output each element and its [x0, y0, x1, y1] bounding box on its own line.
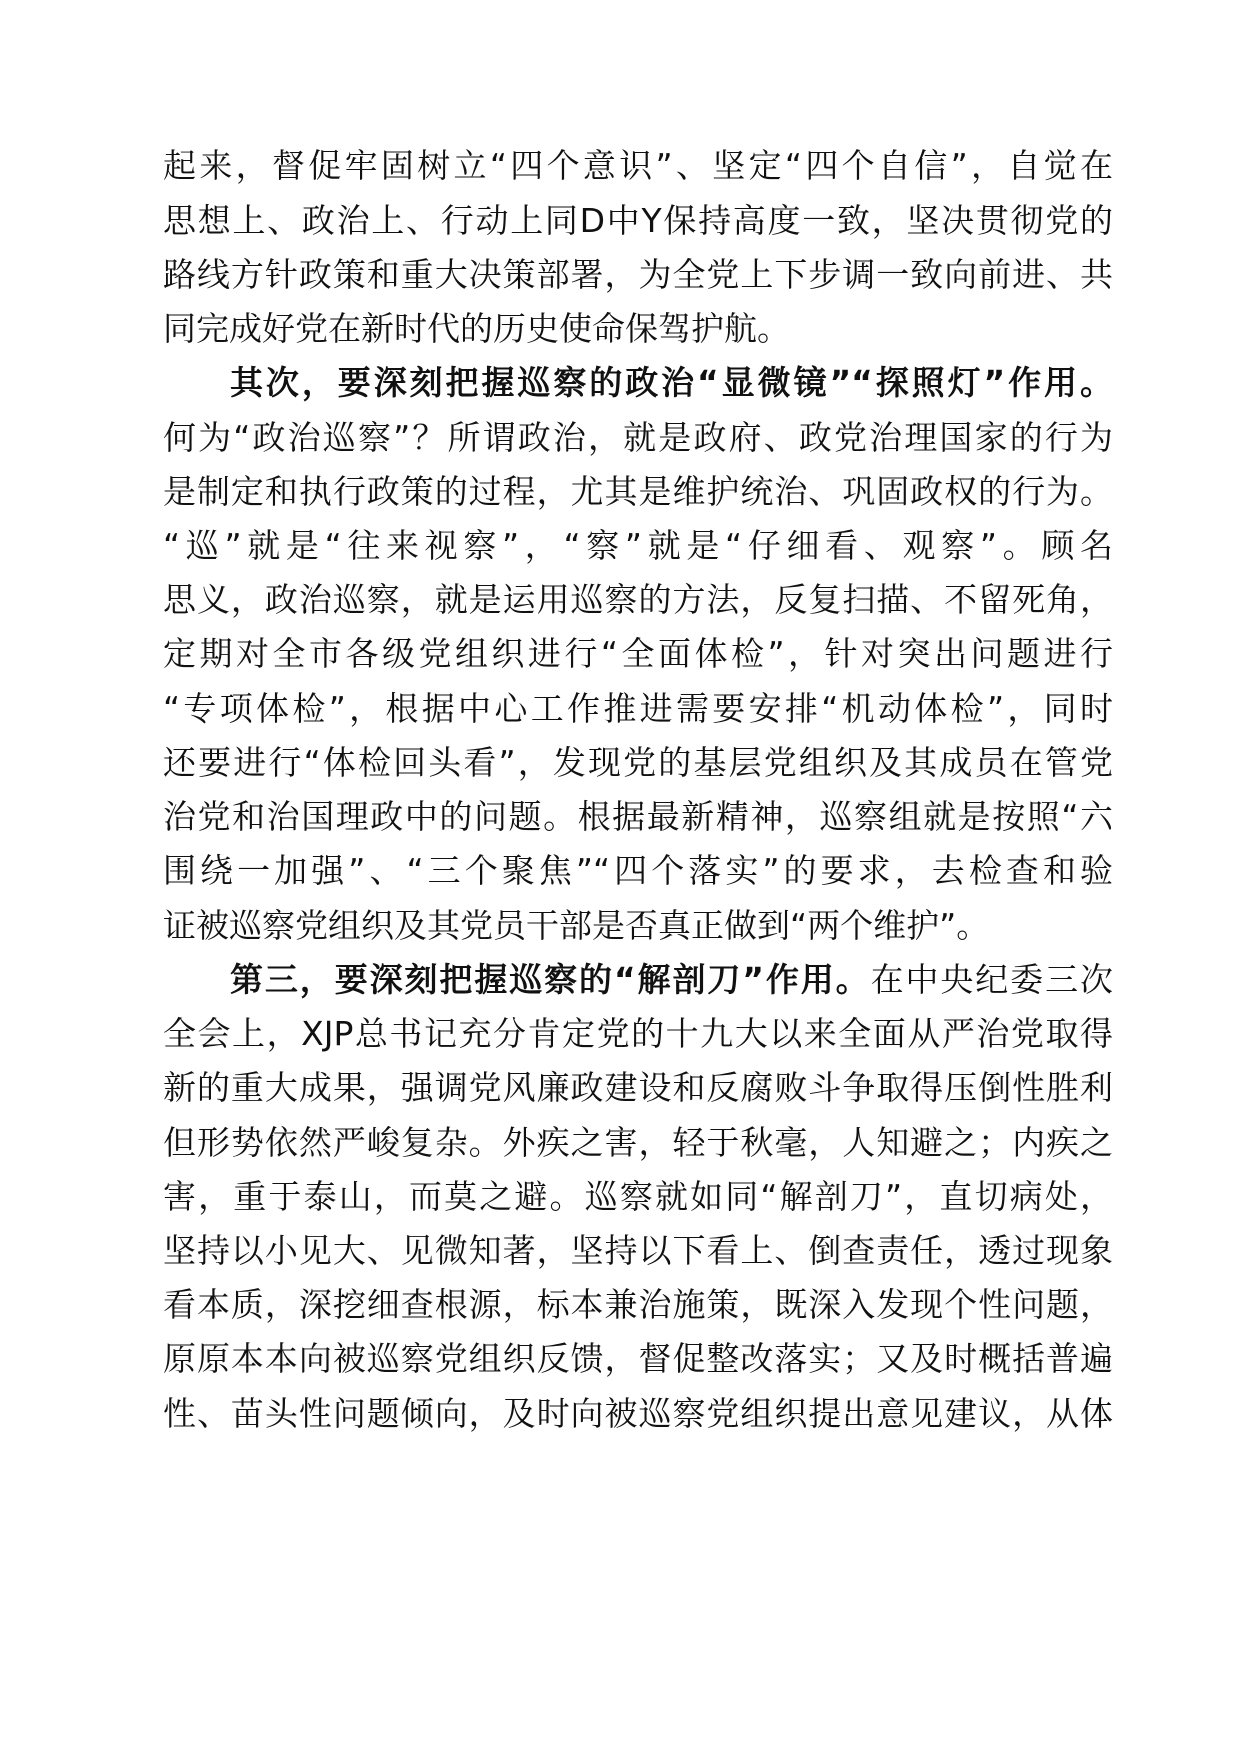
line-text: 同完成好党在新时代的历史使命保驾护航。 [163, 309, 790, 348]
text-line [163, 1004, 1113, 1064]
line-text: 但形势依然严峻复杂。外疾之害，轻于秋毫，人知避之；内疾之 [163, 1123, 1113, 1162]
line-text: 是制定和执行政策的过程，尤其是维护统治、巩固政权的行为。 [163, 472, 1113, 511]
section-heading: 其次，要深刻把握巡察的政治“显微镜”“探照灯”作用。 [230, 363, 1113, 402]
line-text: 看本质，深挖细查根源，标本兼治施策，既深入发现个性问题， [163, 1285, 1113, 1324]
line-text: 思想上、政治上、行动上同D中Y保持高度一致，坚决贯彻党的 [163, 201, 1113, 240]
section-heading-line [230, 353, 1113, 413]
text-line [163, 299, 1113, 359]
line-text: 还要进行“体检回头看”，发现党的基层党组织及其成员在管党 [163, 743, 1113, 782]
text-line [163, 841, 1113, 901]
line-text: 新的重大成果，强调党风廉政建设和反腐败斗争取得压倒性胜利 [163, 1068, 1113, 1107]
line-text: 治党和治国理政中的问题。根据最新精神，巡察组就是按照“六 [163, 797, 1113, 836]
text-line [163, 1058, 1113, 1118]
section-heading: 第三，要深刻把握巡察的“解剖刀”作用。 [230, 960, 871, 999]
text-line [163, 1113, 1113, 1173]
line-text: “专项体检”，根据中心工作推进需要安排“机动体检”，同时 [163, 689, 1113, 728]
text-line [163, 1329, 1113, 1389]
text-line [163, 516, 1113, 576]
line-text: “巡”就是“往来视察”，“察”就是“仔细看、观察”。顾名 [163, 526, 1113, 565]
text-line [163, 462, 1113, 522]
line-text: 害，重于泰山，而莫之避。巡察就如同“解剖刀”，直切病处， [163, 1177, 1113, 1216]
text-line [163, 733, 1113, 793]
text-line [163, 896, 1113, 956]
line-text: 证被巡察党组织及其党员干部是否真正做到“两个维护”。 [163, 906, 990, 945]
text-line [163, 1384, 1113, 1444]
line-text: 何为“政治巡察”？所谓政治，就是政府、政党治理国家的行为 [163, 418, 1113, 457]
line-text: 起来，督促牢固树立“四个意识”、坚定“四个自信”，自觉在 [163, 146, 1113, 185]
line-text: 思义，政治巡察，就是运用巡察的方法，反复扫描、不留死角， [163, 580, 1113, 619]
line-text: 坚持以小见大、见微知著，坚持以下看上、倒查责任，透过现象 [163, 1231, 1113, 1270]
text-line [163, 1167, 1113, 1227]
text-line [163, 624, 1113, 684]
text-line [163, 136, 1113, 196]
text-line [163, 787, 1113, 847]
text-line [163, 1275, 1113, 1335]
line-text: 全会上，XJP总书记充分肯定党的十九大以来全面从严治党取得 [163, 1014, 1113, 1053]
line-text: 原原本本向被巡察党组织反馈，督促整改落实；又及时概括普遍 [163, 1339, 1113, 1378]
text-line [163, 408, 1113, 468]
line-text: 在中央纪委三次 [870, 960, 1113, 999]
text-line [163, 245, 1113, 305]
text-line [163, 1221, 1113, 1281]
line-text: 路线方针政策和重大决策部署，为全党上下步调一致向前进、共 [163, 255, 1113, 294]
line-text: 定期对全市各级党组织进行“全面体检”，针对突出问题进行 [163, 634, 1113, 673]
text-line [163, 191, 1113, 251]
line-text: 围绕一加强”、“三个聚焦”“四个落实”的要求，去检查和验 [163, 851, 1113, 890]
text-line [163, 570, 1113, 630]
line-text: 性、苗头性问题倾向，及时向被巡察党组织提出意见建议，从体 [163, 1394, 1113, 1433]
section-heading-line [230, 950, 1113, 1010]
text-line [163, 679, 1113, 739]
